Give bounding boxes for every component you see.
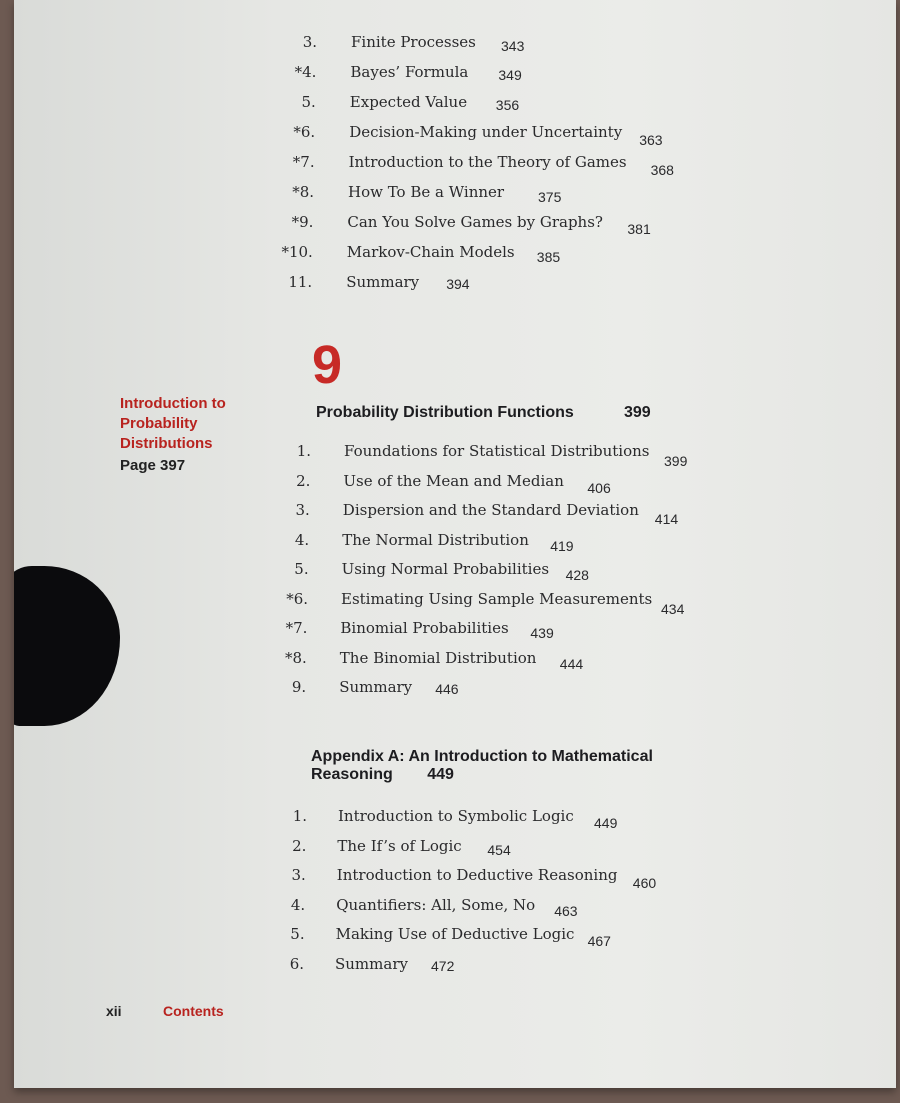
toc-entry-page: 381: [627, 221, 651, 237]
toc-entry-number: 6.: [289, 954, 304, 973]
toc-entry-number: *7.: [292, 153, 315, 171]
appendix-title: [311, 748, 731, 784]
toc-entry-title: Making Use of Deductive Logic: [335, 925, 575, 943]
toc-entry-title: Estimating Using Sample Measurements: [341, 589, 653, 608]
chapter-title-page: 399: [624, 404, 651, 421]
toc-entry-page: 434: [661, 600, 685, 617]
toc-entry-title: Finite Processes: [351, 33, 476, 51]
book-page: [14, 0, 896, 1088]
toc-entry-title: Expected Value: [349, 93, 468, 111]
toc-entry-number: 5.: [294, 560, 309, 578]
toc-entry-title: The If’s of Logic: [337, 836, 462, 855]
toc-entry-page: 463: [554, 902, 578, 919]
toc-entry-title: Summary: [335, 954, 408, 973]
appendix-title-line2-text: Reasoning: [311, 766, 393, 783]
toc-entry-number: *6.: [293, 123, 316, 141]
toc-entry-page: 472: [431, 957, 455, 974]
toc-entry-page: 454: [487, 841, 511, 858]
toc-entry-page: 356: [495, 97, 520, 113]
side-label-line: Distributions: [120, 435, 213, 452]
appendix-title-line1: Appendix A: An Introduction to Mathematical: [311, 748, 653, 765]
toc-entry-page: 419: [550, 537, 574, 554]
toc-entry-page: 406: [587, 479, 611, 496]
toc-entry-number: 5.: [301, 93, 316, 111]
toc-entry-page: 446: [435, 681, 459, 697]
toc-entry-page: 394: [446, 276, 470, 292]
toc-entry-page: 460: [632, 875, 657, 891]
chapter-number: 9: [312, 335, 343, 395]
toc-entry-page: 449: [594, 815, 618, 831]
side-label-line: Introduction to: [120, 395, 226, 412]
chapter-title-text: Probability Distribution Functions: [316, 404, 574, 421]
toc-entry-number: 9.: [291, 678, 307, 696]
toc-entry-number: 3.: [291, 866, 306, 884]
toc-entry-number: 4.: [290, 895, 306, 914]
toc-entry-page: 444: [559, 655, 584, 672]
toc-entry-number: 11.: [288, 273, 313, 291]
toc-entry-title: Can You Solve Games by Graphs?: [347, 213, 603, 231]
toc-entry-number: 3.: [302, 33, 317, 51]
toc-entry-number: *4.: [294, 63, 317, 81]
toc-entry-title: Summary: [339, 678, 413, 696]
toc-entry-page: 414: [654, 511, 679, 527]
toc-entry-title: Introduction to Deductive Reasoning: [336, 866, 618, 884]
toc-entry-number: 1.: [296, 442, 311, 460]
toc-entry-number: *8.: [284, 648, 307, 667]
toc-entry-title: Decision-Making under Uncertainty: [349, 123, 623, 141]
toc-entry-title: Introduction to Symbolic Logic: [338, 807, 574, 825]
toc-entry-page: 428: [565, 567, 589, 583]
toc-entry-page: 467: [587, 933, 611, 949]
toc-entry-title: How To Be a Winner: [348, 183, 505, 201]
toc-entry-number: *9.: [291, 213, 314, 231]
toc-entry-title: Dispersion and the Standard Deviation: [342, 501, 639, 519]
toc-entry-title: Bayes’ Formula: [350, 63, 469, 81]
toc-entry-number: 2.: [296, 471, 311, 490]
toc-entry-number: 1.: [292, 807, 307, 825]
toc-entry-page: 349: [498, 67, 522, 83]
toc-entry-title: Use of the Mean and Median: [343, 471, 564, 490]
toc-entry-page: 343: [501, 38, 525, 54]
toc-entry-title: Markov-Chain Models: [346, 243, 515, 261]
toc-entry-page: 368: [650, 162, 674, 178]
appendix-title-page: 449: [427, 766, 454, 783]
thumb-shadow: [14, 566, 120, 726]
toc-entry-page: 399: [664, 453, 688, 469]
chapter-side-label: [120, 394, 270, 476]
toc-entry-number: *6.: [286, 589, 308, 608]
toc-entry-number: *7.: [285, 619, 308, 637]
toc-entry-title: The Normal Distribution: [342, 530, 529, 549]
toc-entry-number: *10.: [281, 243, 313, 261]
footer-page-number: xii: [106, 1003, 122, 1019]
toc-entry-title: Introduction to the Theory of Games: [348, 153, 627, 171]
toc-entry-title: The Binomial Distribution: [339, 648, 537, 667]
toc-entry-number: 4.: [294, 530, 310, 549]
toc-entry-number: 3.: [295, 501, 310, 519]
side-label-page: Page 397: [120, 457, 186, 474]
toc-entry-page: 439: [530, 625, 554, 641]
footer-label: Contents: [163, 1003, 224, 1019]
toc-entry-number: *8.: [292, 183, 314, 201]
appendix-title-line2: [311, 766, 731, 784]
toc-entry-title: Using Normal Probabilities: [341, 560, 550, 578]
toc-entry-title: Summary: [346, 273, 420, 291]
toc-entry-page: 375: [538, 189, 562, 205]
toc-entry-page: 385: [536, 249, 561, 265]
toc-entry-page: 363: [639, 132, 663, 148]
toc-entry-title: Binomial Probabilities: [340, 619, 509, 637]
toc-entry-title: Quantifiers: All, Some, No: [336, 895, 536, 914]
toc-entry-number: 5.: [290, 925, 305, 943]
chapter-title: [316, 404, 651, 422]
toc-entry-number: 2.: [292, 836, 307, 855]
side-label-line: Probability: [120, 415, 198, 432]
toc-entry-title: Foundations for Statistical Distributions: [344, 442, 650, 460]
